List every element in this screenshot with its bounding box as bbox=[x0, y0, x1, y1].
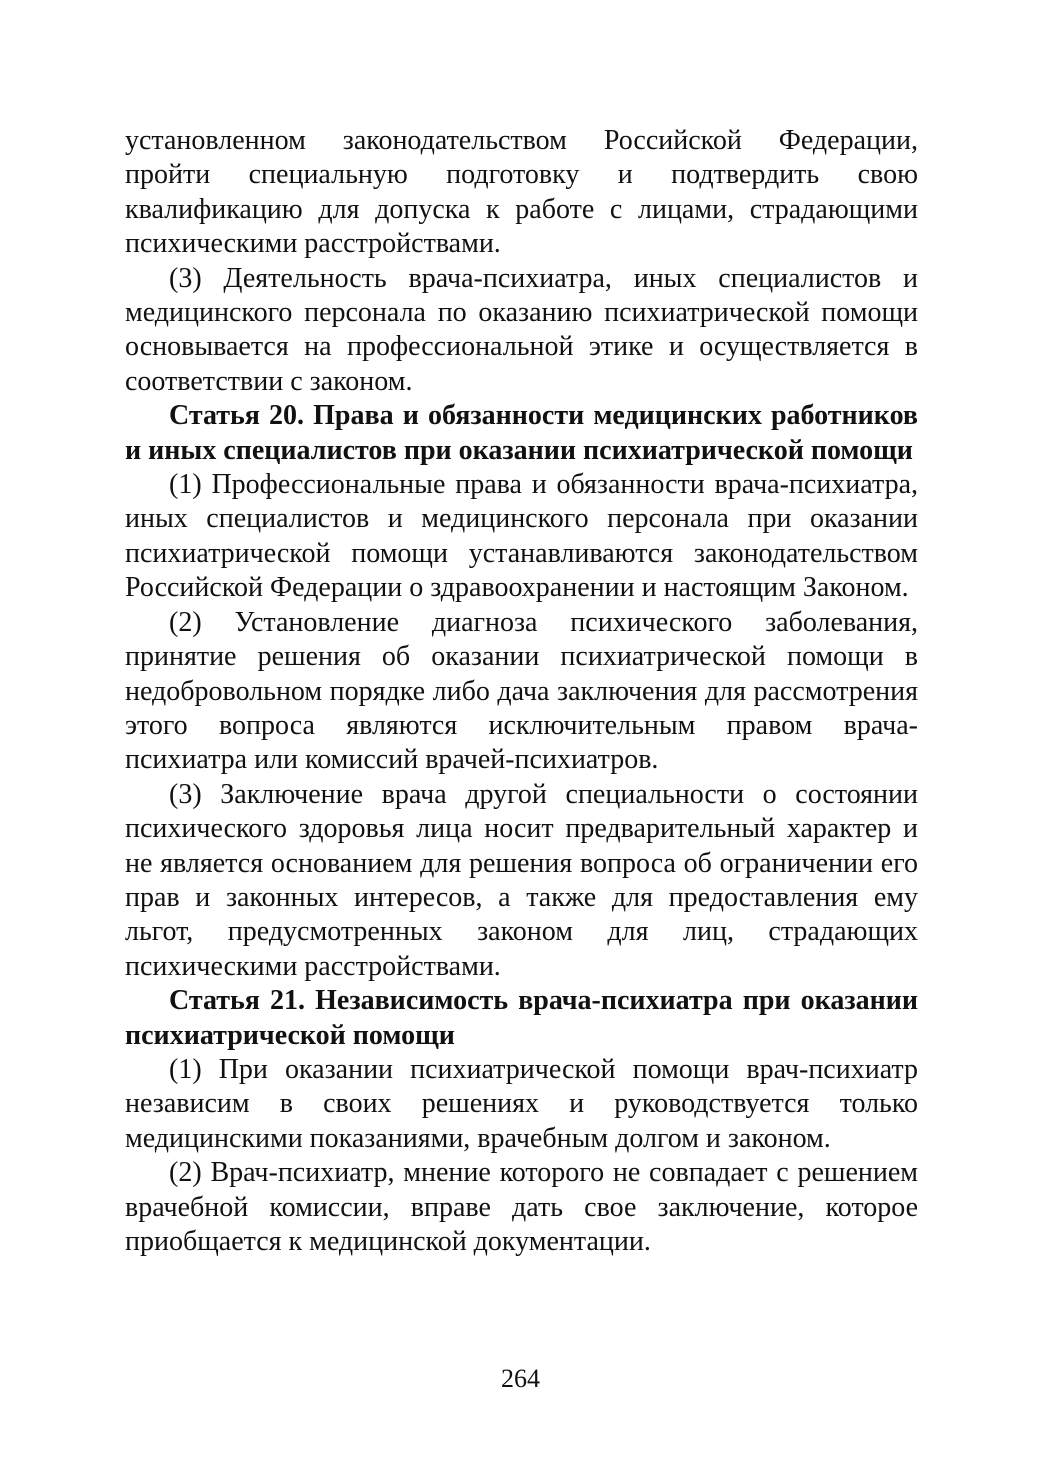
article-20-heading: Статья 20. Права и обязанности медицинских работников и иных специалистов при оказании психиатрической помощи bbox=[125, 400, 918, 466]
page-number: 264 bbox=[501, 1364, 540, 1393]
paragraph-article20-clause1: (1) Профессиональные права и обязанности врача-психиатра, иных специалистов и медицинского персонала при оказании психиатрической помощи устанавливаются законодательством Российской Федерации о здравоохранении и настоящим Законом. bbox=[125, 469, 918, 604]
paragraph-article20-clause2: (2) Установление диагноза психического заболевания, принятие решения об оказании психиатрической помощи в недобровольном порядке либо дача заключения для рассмотрения этого вопроса являются исключительным правом врача-психиатра или комиссий врачей-психиатров. bbox=[125, 606, 918, 776]
article-21-heading: Статья 21. Независимость врача-психиатра при оказании психиатрической помощи bbox=[125, 985, 918, 1051]
paragraph-article19-clause3: (3) Деятельность врача-психиатра, иных специалистов и медицинского персонала по оказанию психиатрической помощи основывается на профессиональной этике и осуществляется в соответствии с законом. bbox=[125, 262, 918, 397]
page-body bbox=[125, 124, 918, 1259]
paragraph-article21-clause2: (2) Врач-психиатр, мнение которого не совпадает с решением врачебной комиссии, вправе дать свое заключение, которое приобщается к медицинской документации. bbox=[125, 1157, 918, 1257]
paragraph-article20-clause3: (3) Заключение врача другой специальности о состоянии психического здоровья лица носит предварительный характер и не является основанием для решения вопроса об ограничении его прав и законных интересов, а также для предоставления ему льгот, предусмотренных законом для лиц, страдающих психическими расстройствами. bbox=[125, 778, 918, 982]
paragraph-continuation: установленном законодательством Российской Федерации, пройти специальную подготовку и подтвердить свою квалификацию для допуска к работе с лицами, страдающими психическими расстройствами. bbox=[125, 125, 918, 260]
paragraph-article21-clause1: (1) При оказании психиатрической помощи врач-психиатр независим в своих решениях и руководствуется только медицинскими показаниями, врачебным долгом и законом. bbox=[125, 1053, 918, 1154]
